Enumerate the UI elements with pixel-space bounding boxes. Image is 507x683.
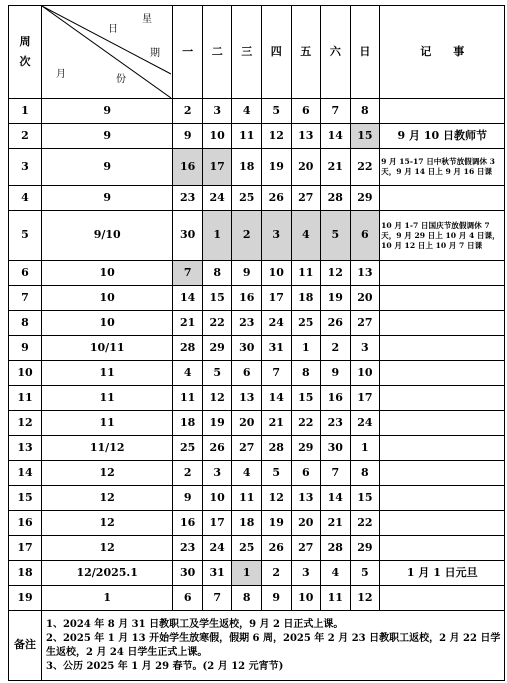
week-row bbox=[9, 261, 505, 286]
day-cell: 3 bbox=[291, 561, 321, 586]
week-row bbox=[9, 486, 505, 511]
month-cell: 10 bbox=[42, 311, 173, 336]
note-cell: 9 月 10 日教师节 bbox=[380, 124, 505, 149]
day-cell: 8 bbox=[350, 99, 380, 124]
day-cell: 13 bbox=[232, 386, 262, 411]
day-cell: 12 bbox=[261, 486, 291, 511]
note-cell: 9 月 15-17 日中秋节放假调休 3 天，9 月 14 日上 9 月 16 日课 bbox=[380, 149, 505, 186]
weekday-header: 三 bbox=[232, 6, 262, 99]
day-cell: 21 bbox=[261, 411, 291, 436]
weekday-header: 五 bbox=[291, 6, 321, 99]
remarks-text bbox=[42, 611, 505, 681]
note-cell: 1 月 1 日元旦 bbox=[380, 561, 505, 586]
week-row bbox=[9, 386, 505, 411]
day-cell: 21 bbox=[173, 311, 203, 336]
week-number: 14 bbox=[9, 461, 42, 486]
note-cell bbox=[380, 511, 505, 536]
day-cell: 1 bbox=[202, 211, 232, 261]
day-cell: 27 bbox=[291, 186, 321, 211]
header-qi-label: 期 bbox=[150, 48, 160, 59]
day-cell: 22 bbox=[291, 411, 321, 436]
month-cell: 12 bbox=[42, 461, 173, 486]
day-cell: 24 bbox=[261, 311, 291, 336]
day-cell: 8 bbox=[291, 361, 321, 386]
day-cell: 28 bbox=[173, 336, 203, 361]
week-row bbox=[9, 561, 505, 586]
day-cell: 11 bbox=[291, 261, 321, 286]
day-cell: 3 bbox=[350, 336, 380, 361]
week-number: 12 bbox=[9, 411, 42, 436]
day-cell: 17 bbox=[261, 286, 291, 311]
week-row bbox=[9, 511, 505, 536]
week-number: 13 bbox=[9, 436, 42, 461]
day-cell: 8 bbox=[232, 586, 262, 611]
week-number: 7 bbox=[9, 286, 42, 311]
day-cell: 29 bbox=[291, 436, 321, 461]
week-number: 9 bbox=[9, 336, 42, 361]
note-cell bbox=[380, 261, 505, 286]
week-row bbox=[9, 99, 505, 124]
day-cell: 27 bbox=[291, 536, 321, 561]
header-yue-label: 月 bbox=[56, 69, 66, 80]
day-cell: 22 bbox=[350, 149, 380, 186]
day-cell: 24 bbox=[202, 536, 232, 561]
day-cell: 5 bbox=[350, 561, 380, 586]
day-cell: 4 bbox=[291, 211, 321, 261]
day-cell: 10 bbox=[291, 586, 321, 611]
month-cell: 10/11 bbox=[42, 336, 173, 361]
day-cell: 23 bbox=[232, 311, 262, 336]
day-cell: 19 bbox=[261, 511, 291, 536]
day-cell: 4 bbox=[232, 99, 262, 124]
day-cell: 12 bbox=[202, 386, 232, 411]
day-cell: 28 bbox=[321, 186, 351, 211]
month-cell: 9 bbox=[42, 124, 173, 149]
day-cell: 2 bbox=[232, 211, 262, 261]
day-cell: 8 bbox=[350, 461, 380, 486]
diagonal-header-cell bbox=[42, 6, 173, 99]
month-cell: 11 bbox=[42, 411, 173, 436]
day-cell: 4 bbox=[173, 361, 203, 386]
week-row bbox=[9, 336, 505, 361]
day-cell: 30 bbox=[173, 211, 203, 261]
day-cell: 10 bbox=[202, 124, 232, 149]
day-cell: 5 bbox=[261, 461, 291, 486]
day-cell: 29 bbox=[350, 186, 380, 211]
day-cell: 5 bbox=[202, 361, 232, 386]
day-cell: 7 bbox=[261, 361, 291, 386]
note-cell bbox=[380, 536, 505, 561]
day-cell: 24 bbox=[350, 411, 380, 436]
day-cell: 23 bbox=[321, 411, 351, 436]
day-cell: 20 bbox=[232, 411, 262, 436]
day-cell: 19 bbox=[202, 411, 232, 436]
day-cell: 17 bbox=[350, 386, 380, 411]
day-cell: 29 bbox=[202, 336, 232, 361]
day-cell: 11 bbox=[173, 386, 203, 411]
week-row bbox=[9, 461, 505, 486]
day-cell: 14 bbox=[321, 486, 351, 511]
day-cell: 30 bbox=[232, 336, 262, 361]
remark-line: 3、公历 2025 年 1 月 29 春节。(2 月 12 元宵节) bbox=[46, 660, 284, 672]
month-cell: 10 bbox=[42, 286, 173, 311]
weekday-header: 一 bbox=[173, 6, 203, 99]
week-number: 3 bbox=[9, 149, 42, 186]
note-cell bbox=[380, 386, 505, 411]
month-cell: 12 bbox=[42, 511, 173, 536]
week-number: 4 bbox=[9, 186, 42, 211]
day-cell: 22 bbox=[350, 511, 380, 536]
day-cell: 4 bbox=[321, 561, 351, 586]
week-row bbox=[9, 149, 505, 186]
month-cell: 12 bbox=[42, 536, 173, 561]
week-row bbox=[9, 186, 505, 211]
day-cell: 18 bbox=[291, 286, 321, 311]
month-cell: 12/2025.1 bbox=[42, 561, 173, 586]
day-cell: 18 bbox=[232, 149, 262, 186]
day-cell: 10 bbox=[202, 486, 232, 511]
day-cell: 3 bbox=[261, 211, 291, 261]
day-cell: 1 bbox=[291, 336, 321, 361]
week-row bbox=[9, 536, 505, 561]
day-cell: 18 bbox=[173, 411, 203, 436]
day-cell: 10 bbox=[350, 361, 380, 386]
day-cell: 27 bbox=[350, 311, 380, 336]
day-cell: 6 bbox=[291, 461, 321, 486]
day-cell: 11 bbox=[232, 124, 262, 149]
week-number: 11 bbox=[9, 386, 42, 411]
week-number: 10 bbox=[9, 361, 42, 386]
weekday-header: 日 bbox=[350, 6, 380, 99]
day-cell: 23 bbox=[173, 536, 203, 561]
day-cell: 19 bbox=[261, 149, 291, 186]
day-cell: 6 bbox=[291, 99, 321, 124]
header-fen-label: 份 bbox=[116, 74, 126, 85]
day-cell: 1 bbox=[350, 436, 380, 461]
week-number: 16 bbox=[9, 511, 42, 536]
week-number: 2 bbox=[9, 124, 42, 149]
month-cell: 11 bbox=[42, 386, 173, 411]
day-cell: 21 bbox=[321, 149, 351, 186]
remarks-row bbox=[9, 611, 505, 681]
day-cell: 28 bbox=[261, 436, 291, 461]
day-cell: 12 bbox=[350, 586, 380, 611]
month-cell: 11 bbox=[42, 361, 173, 386]
week-row bbox=[9, 436, 505, 461]
weekday-header: 二 bbox=[202, 6, 232, 99]
day-cell: 26 bbox=[321, 311, 351, 336]
day-cell: 15 bbox=[350, 124, 380, 149]
weekday-header: 六 bbox=[321, 6, 351, 99]
day-cell: 14 bbox=[173, 286, 203, 311]
day-cell: 9 bbox=[173, 486, 203, 511]
header-ri-label: 日 bbox=[108, 24, 118, 35]
day-cell: 14 bbox=[261, 386, 291, 411]
week-number: 6 bbox=[9, 261, 42, 286]
day-cell: 28 bbox=[321, 536, 351, 561]
week-column-header bbox=[9, 6, 42, 99]
day-cell: 2 bbox=[261, 561, 291, 586]
day-cell: 20 bbox=[291, 149, 321, 186]
week-row bbox=[9, 361, 505, 386]
day-cell: 26 bbox=[261, 536, 291, 561]
week-row bbox=[9, 124, 505, 149]
day-cell: 6 bbox=[232, 361, 262, 386]
day-cell: 17 bbox=[202, 149, 232, 186]
note-cell bbox=[380, 361, 505, 386]
day-cell: 16 bbox=[321, 386, 351, 411]
week-number: 18 bbox=[9, 561, 42, 586]
day-cell: 15 bbox=[291, 386, 321, 411]
week-header-char: 周 bbox=[19, 35, 31, 48]
day-cell: 16 bbox=[173, 511, 203, 536]
day-cell: 3 bbox=[202, 461, 232, 486]
note-cell: 10 月 1-7 日国庆节放假调休 7 天，9 月 29 日上 10 月 4 日课，10 月 12 日上 10 月 7 日课 bbox=[380, 211, 505, 261]
day-cell: 1 bbox=[232, 561, 262, 586]
day-cell: 13 bbox=[350, 261, 380, 286]
header-row bbox=[9, 6, 505, 99]
day-cell: 15 bbox=[350, 486, 380, 511]
day-cell: 14 bbox=[321, 124, 351, 149]
day-cell: 20 bbox=[350, 286, 380, 311]
diagonal-header bbox=[42, 6, 172, 98]
day-cell: 16 bbox=[173, 149, 203, 186]
day-cell: 5 bbox=[261, 99, 291, 124]
day-cell: 6 bbox=[173, 586, 203, 611]
day-cell: 7 bbox=[321, 99, 351, 124]
remark-line: 生返校，2 月 24 日学生正式上课。 bbox=[46, 646, 208, 658]
week-row bbox=[9, 586, 505, 611]
month-cell: 12 bbox=[42, 486, 173, 511]
day-cell: 6 bbox=[350, 211, 380, 261]
day-cell: 17 bbox=[202, 511, 232, 536]
day-cell: 31 bbox=[261, 336, 291, 361]
day-cell: 30 bbox=[321, 436, 351, 461]
day-cell: 21 bbox=[321, 511, 351, 536]
day-cell: 11 bbox=[321, 586, 351, 611]
day-cell: 20 bbox=[291, 511, 321, 536]
day-cell: 2 bbox=[321, 336, 351, 361]
weekday-header: 四 bbox=[261, 6, 291, 99]
day-cell: 18 bbox=[232, 511, 262, 536]
day-cell: 22 bbox=[202, 311, 232, 336]
day-cell: 13 bbox=[291, 124, 321, 149]
note-cell bbox=[380, 436, 505, 461]
remark-line: 1、2024 年 8 月 31 日教职工及学生返校，9 月 2 日正式上课。 bbox=[46, 618, 344, 630]
day-cell: 4 bbox=[232, 461, 262, 486]
day-cell: 26 bbox=[261, 186, 291, 211]
note-cell bbox=[380, 461, 505, 486]
day-cell: 25 bbox=[173, 436, 203, 461]
week-header-char: 次 bbox=[19, 55, 31, 68]
remarks-label: 备注 bbox=[9, 611, 42, 681]
day-cell: 3 bbox=[202, 99, 232, 124]
day-cell: 2 bbox=[173, 461, 203, 486]
week-row bbox=[9, 311, 505, 336]
day-cell: 7 bbox=[321, 461, 351, 486]
week-number: 19 bbox=[9, 586, 42, 611]
day-cell: 12 bbox=[321, 261, 351, 286]
week-number: 8 bbox=[9, 311, 42, 336]
week-number: 17 bbox=[9, 536, 42, 561]
school-calendar-table bbox=[8, 5, 505, 681]
month-cell: 9/10 bbox=[42, 211, 173, 261]
week-row bbox=[9, 211, 505, 261]
note-cell bbox=[380, 336, 505, 361]
day-cell: 12 bbox=[261, 124, 291, 149]
note-cell bbox=[380, 486, 505, 511]
day-cell: 10 bbox=[261, 261, 291, 286]
month-cell: 10 bbox=[42, 261, 173, 286]
day-cell: 31 bbox=[202, 561, 232, 586]
day-cell: 27 bbox=[232, 436, 262, 461]
day-cell: 25 bbox=[232, 186, 262, 211]
week-number: 5 bbox=[9, 211, 42, 261]
day-cell: 9 bbox=[321, 361, 351, 386]
header-xing-label: 星 bbox=[142, 14, 152, 25]
month-cell: 11/12 bbox=[42, 436, 173, 461]
month-cell: 9 bbox=[42, 99, 173, 124]
day-cell: 7 bbox=[202, 586, 232, 611]
day-cell: 25 bbox=[291, 311, 321, 336]
note-cell bbox=[380, 186, 505, 211]
day-cell: 25 bbox=[232, 536, 262, 561]
day-cell: 5 bbox=[321, 211, 351, 261]
day-cell: 9 bbox=[173, 124, 203, 149]
notes-column-header: 记 事 bbox=[380, 6, 505, 99]
week-number: 15 bbox=[9, 486, 42, 511]
month-cell: 9 bbox=[42, 186, 173, 211]
day-cell: 30 bbox=[173, 561, 203, 586]
note-cell bbox=[380, 586, 505, 611]
day-cell: 23 bbox=[173, 186, 203, 211]
day-cell: 16 bbox=[232, 286, 262, 311]
week-row bbox=[9, 286, 505, 311]
day-cell: 24 bbox=[202, 186, 232, 211]
day-cell: 15 bbox=[202, 286, 232, 311]
day-cell: 9 bbox=[261, 586, 291, 611]
note-cell bbox=[380, 99, 505, 124]
day-cell: 11 bbox=[232, 486, 262, 511]
note-cell bbox=[380, 311, 505, 336]
day-cell: 19 bbox=[321, 286, 351, 311]
month-cell: 9 bbox=[42, 149, 173, 186]
week-number: 1 bbox=[9, 99, 42, 124]
day-cell: 9 bbox=[232, 261, 262, 286]
day-cell: 26 bbox=[202, 436, 232, 461]
month-cell: 1 bbox=[42, 586, 173, 611]
remark-line: 2、2025 年 1 月 13 开始学生放寒假，假期 6 周，2025 年 2 月 23 日教职工返校，2 月 22 日学 bbox=[46, 632, 501, 644]
day-cell: 7 bbox=[173, 261, 203, 286]
week-row bbox=[9, 411, 505, 436]
day-cell: 8 bbox=[202, 261, 232, 286]
day-cell: 2 bbox=[173, 99, 203, 124]
note-cell bbox=[380, 286, 505, 311]
day-cell: 29 bbox=[350, 536, 380, 561]
note-cell bbox=[380, 411, 505, 436]
day-cell: 13 bbox=[291, 486, 321, 511]
